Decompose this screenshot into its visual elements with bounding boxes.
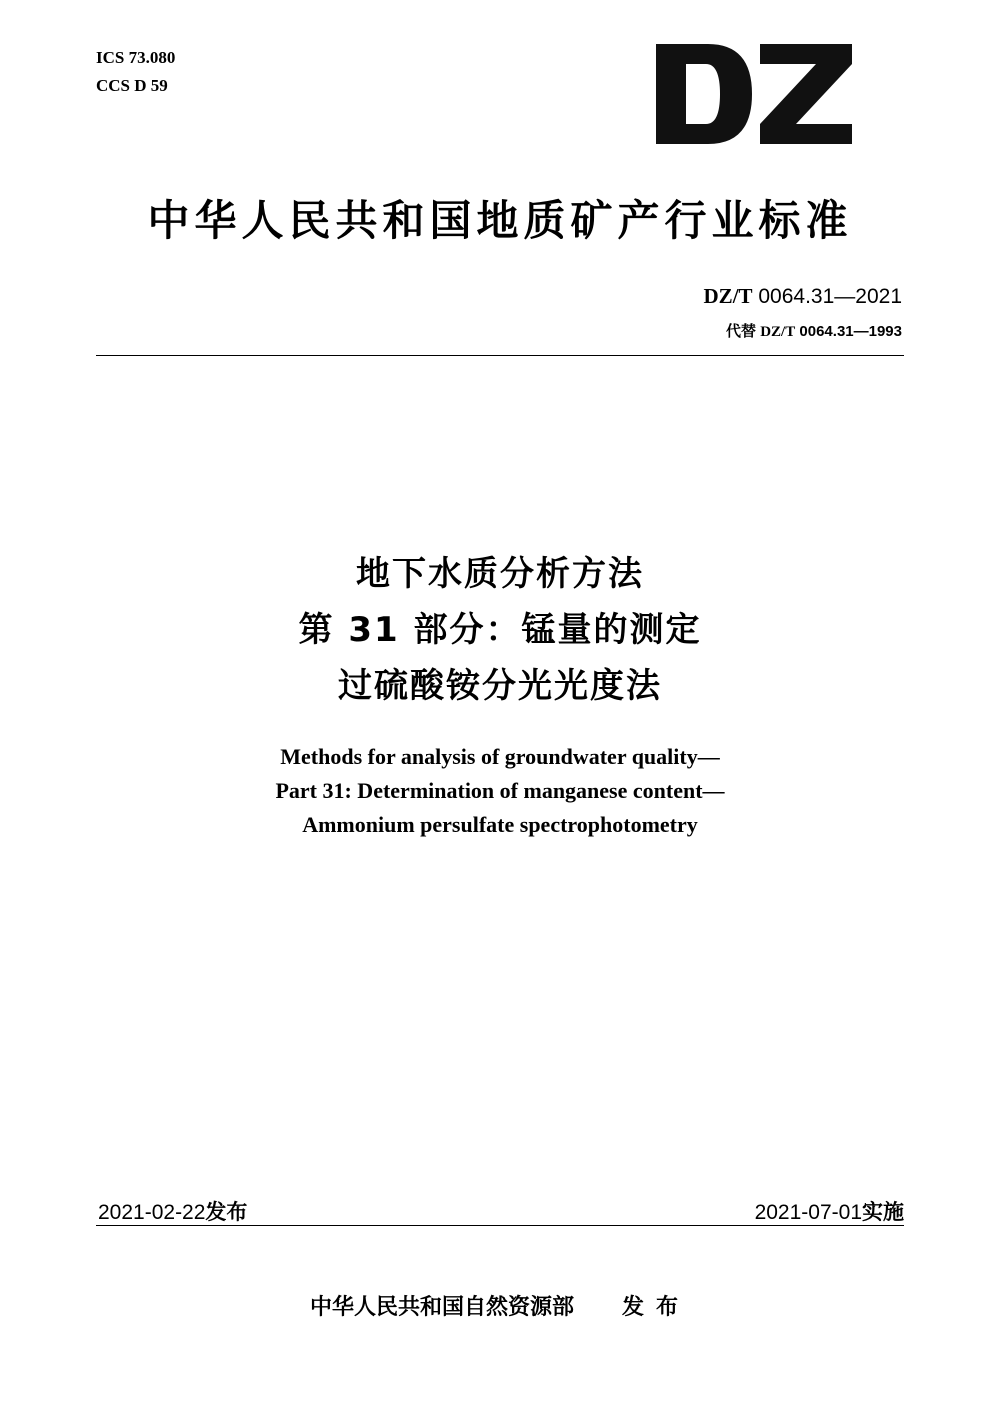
publisher <box>0 1290 1000 1321</box>
replaces-prefix: DZ/T <box>760 324 796 340</box>
english-title-line-2: Part 31: Determination of manganese content— <box>275 778 725 803</box>
classification-codes <box>96 44 175 100</box>
english-title <box>0 740 1000 842</box>
header-divider <box>96 355 904 356</box>
effective-date-value: 2021-07-01 <box>754 1201 862 1224</box>
effective-date <box>755 1196 904 1226</box>
standard-number-prefix: DZ/T <box>703 284 753 308</box>
issuer-title: 中华人民共和国地质矿产行业标准 <box>147 196 853 245</box>
english-title-line-3: Ammonium persulfate spectrophotometry <box>302 812 698 837</box>
publish-date-label: 发布 <box>205 1200 248 1224</box>
dz-logo-mark <box>656 44 852 144</box>
effective-date-label: 实施 <box>862 1200 904 1224</box>
publisher-name: 中华人民共和国自然资源部 <box>309 1295 574 1320</box>
replaces-rest: 0064.31—1993 <box>795 323 902 340</box>
ccs-code: CCS D 59 <box>96 76 168 95</box>
chinese-title-line-2: 第 31 部分：锰量的测定 <box>298 610 702 650</box>
replaces-label: 代替 <box>726 323 757 340</box>
standard-number <box>704 284 902 309</box>
ics-code: ICS 73.080 <box>96 48 176 67</box>
replaces-standard <box>726 320 902 341</box>
chinese-title-line-1: 地下水质分析方法 <box>356 554 644 594</box>
chinese-title-line-3: 过硫酸铵分光光度法 <box>338 666 662 706</box>
publish-date-value: 2021-02-22 <box>98 1201 206 1224</box>
english-title-line-1: Methods for analysis of groundwater quality— <box>280 744 720 769</box>
chinese-title <box>0 546 1000 714</box>
publish-date <box>98 1196 247 1226</box>
publisher-action: 发布 <box>622 1295 691 1320</box>
footer-divider <box>96 1225 904 1226</box>
standard-number-rest: 0064.31—2021 <box>752 285 902 308</box>
dz-logo <box>656 44 852 144</box>
